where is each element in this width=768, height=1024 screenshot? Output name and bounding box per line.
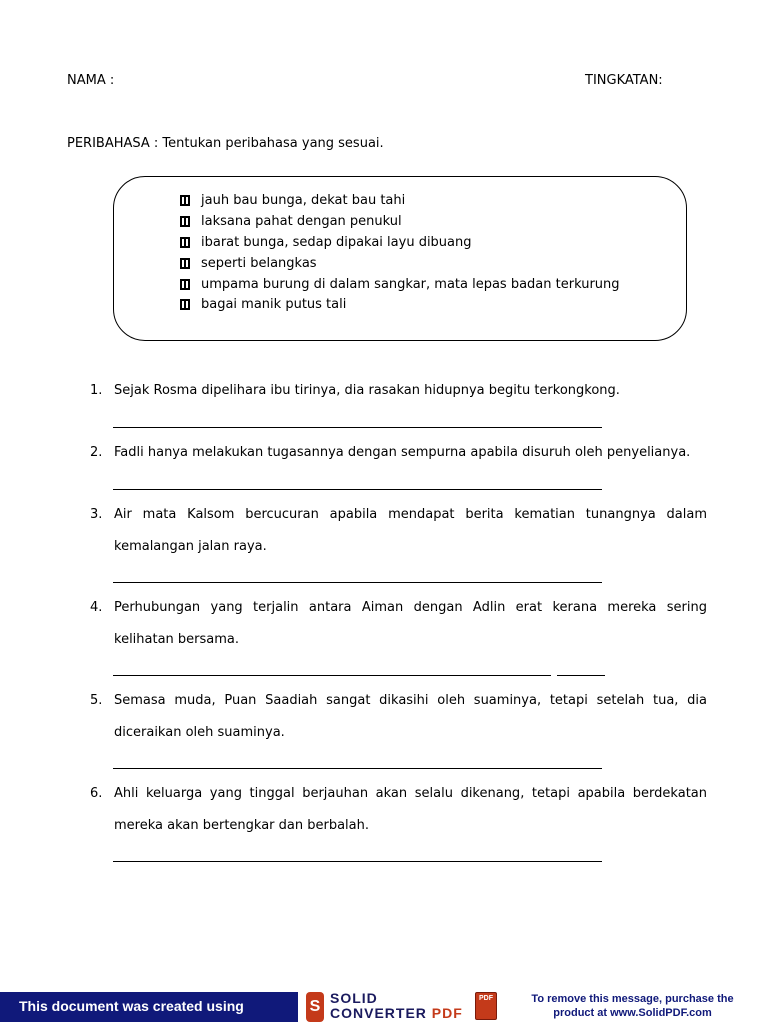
remove-line2[interactable]: product at www.SolidPDF.com xyxy=(553,1007,712,1019)
proverb-box xyxy=(113,176,687,341)
question-text: Ahli keluarga yang tinggal berjauhan akan selalu dikenang, tetapi apabila berdekatan xyxy=(114,786,707,801)
question-3 xyxy=(90,499,707,563)
proverb-text: ibarat bunga, sedap dipakai layu dibuang xyxy=(201,235,472,250)
question-text: Fadli hanya melakukan tugasannya dengan sempurna apabila disuruh oleh penyelianya. xyxy=(114,445,691,460)
proverb-text: jauh bau bunga, dekat bau tahi xyxy=(201,193,406,208)
question-text-cont: kemalangan jalan raya. xyxy=(114,539,267,554)
question-number: 5. xyxy=(90,693,103,708)
question-6 xyxy=(90,778,707,842)
proverb-item xyxy=(201,214,402,229)
answer-line-extra[interactable] xyxy=(557,675,605,676)
bullet-icon xyxy=(179,215,191,228)
question-text: Perhubungan yang terjalin antara Aiman dengan Adlin erat kerana mereka sering xyxy=(114,600,707,615)
watermark-banner xyxy=(0,990,768,1024)
logo-converter: CONVERTER xyxy=(330,1005,427,1021)
proverb-text: umpama burung di dalam sangkar, mata lepas badan terkurung xyxy=(201,277,620,292)
answer-line[interactable] xyxy=(113,861,602,862)
proverb-text: laksana pahat dengan penukul xyxy=(201,214,402,229)
pdf-file-icon: PDF xyxy=(475,992,497,1020)
answer-line[interactable] xyxy=(113,675,551,676)
question-number: 6. xyxy=(90,786,103,801)
question-number: 1. xyxy=(90,383,103,398)
question-number: 3. xyxy=(90,507,103,522)
remove-message[interactable] xyxy=(505,992,760,1020)
created-text: This document was created using xyxy=(19,998,244,1014)
answer-line[interactable] xyxy=(113,582,602,583)
logo-line1: SOLID xyxy=(330,990,378,1006)
question-1 xyxy=(90,375,707,407)
question-number: 4. xyxy=(90,600,103,615)
bullet-icon xyxy=(179,236,191,249)
logo-pdf: PDF xyxy=(431,1005,463,1021)
solid-logo-icon: S xyxy=(306,992,324,1022)
answer-line[interactable] xyxy=(113,427,602,428)
bullet-icon xyxy=(179,278,191,291)
proverb-item xyxy=(201,235,472,250)
proverb-item xyxy=(201,256,317,271)
answer-line[interactable] xyxy=(113,489,602,490)
question-4 xyxy=(90,592,707,656)
proverb-item xyxy=(201,277,620,292)
name-label: NAMA : xyxy=(67,73,115,88)
bullet-icon xyxy=(179,194,191,207)
bullet-icon xyxy=(179,257,191,270)
question-text-cont: mereka akan bertengkar dan berbalah. xyxy=(114,818,369,833)
question-text: Sejak Rosma dipelihara ibu tirinya, dia rasakan hidupnya begitu terkongkong. xyxy=(114,383,620,398)
logo-line2 xyxy=(330,1005,463,1021)
question-text: Air mata Kalsom bercucuran apabila mendapat berita kematian tunangnya dalam xyxy=(114,507,707,522)
question-number: 2. xyxy=(90,445,103,460)
answer-line[interactable] xyxy=(113,768,602,769)
bullet-icon xyxy=(179,298,191,311)
proverb-text: seperti belangkas xyxy=(201,256,317,271)
instruction: PERIBAHASA : Tentukan peribahasa yang sesuai. xyxy=(67,136,384,151)
tingkatan-label: TINGKATAN: xyxy=(585,73,663,88)
question-5 xyxy=(90,685,707,749)
proverb-item xyxy=(201,297,346,312)
question-text-cont: kelihatan bersama. xyxy=(114,632,240,647)
question-text-cont: diceraikan oleh suaminya. xyxy=(114,725,285,740)
proverb-item xyxy=(201,193,405,208)
question-2 xyxy=(90,437,707,469)
remove-line1: To remove this message, purchase the xyxy=(531,993,734,1005)
question-text: Semasa muda, Puan Saadiah sangat dikasihi oleh suaminya, tetapi setelah tua, dia xyxy=(114,693,707,708)
banner-bar xyxy=(0,992,298,1022)
proverb-text: bagai manik putus tali xyxy=(201,297,347,312)
